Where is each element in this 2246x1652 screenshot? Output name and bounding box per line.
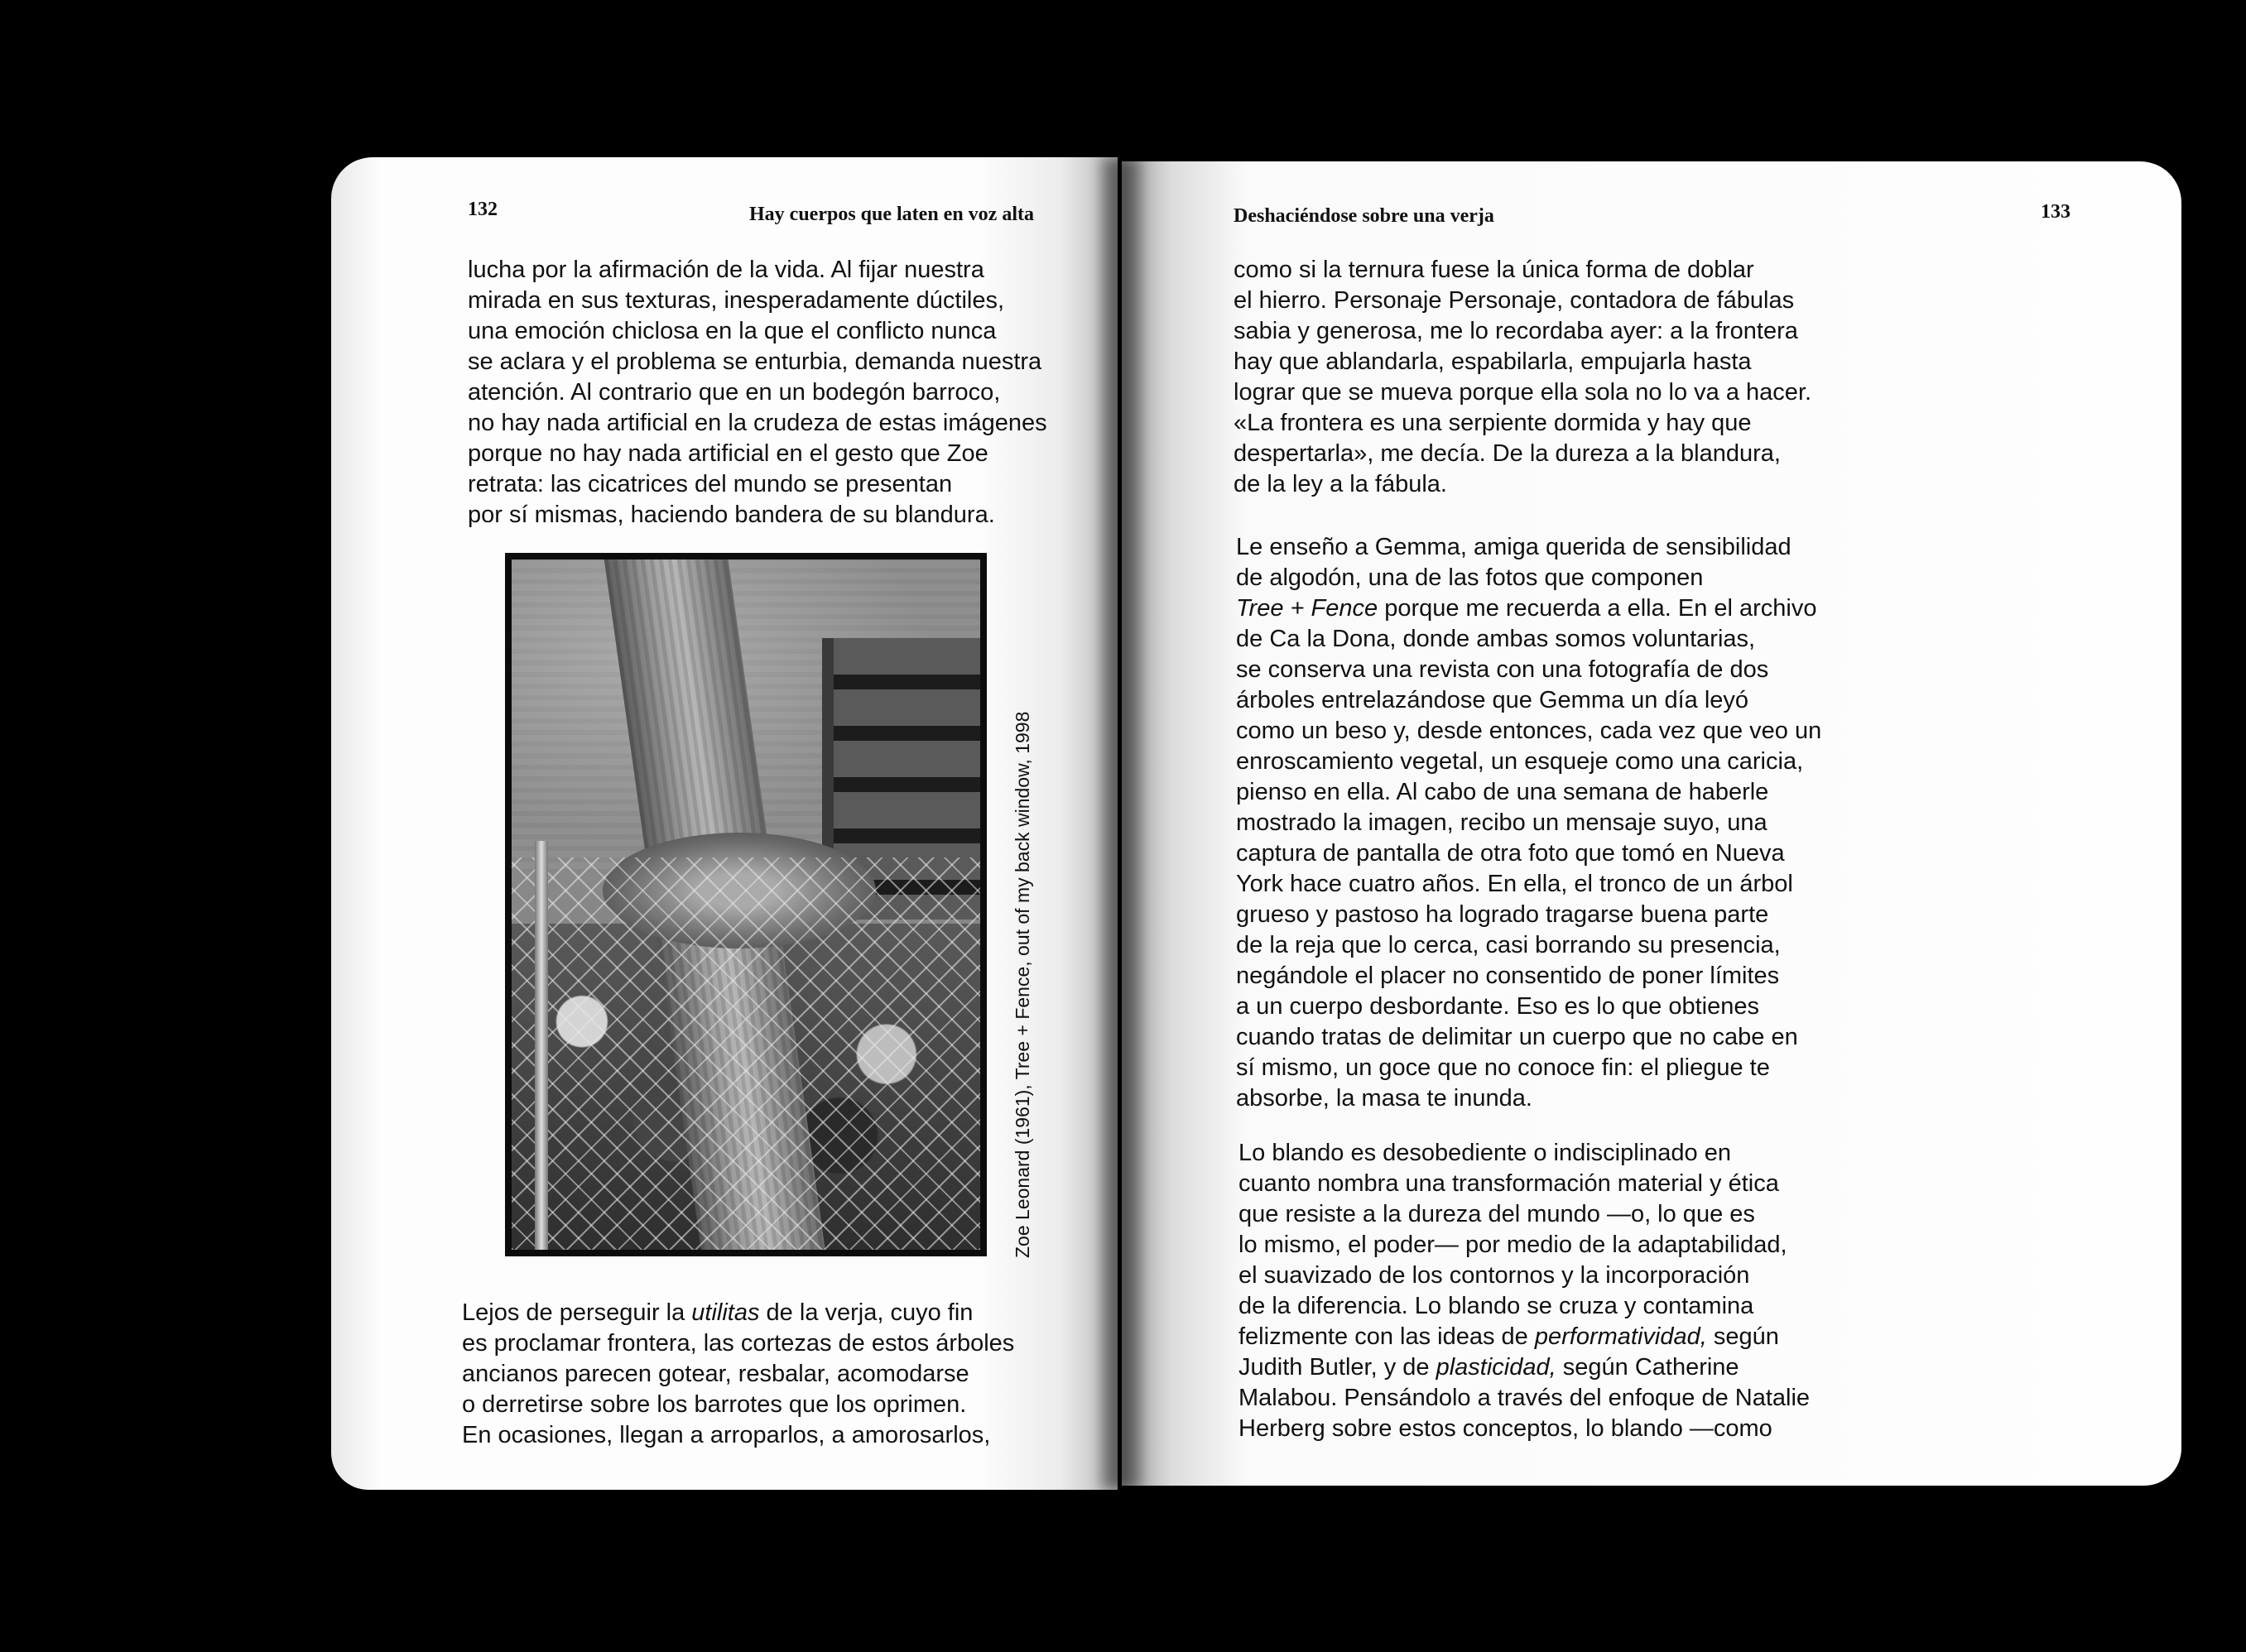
text-line: lucha por la afirmación de la vida. Al fijar nuestra [468, 257, 984, 283]
text-line: captura de pantalla de otra foto que tomó en Nueva [1236, 840, 1785, 867]
text-fragment: felizmente con las ideas de [1238, 1323, 1535, 1350]
text-line: En ocasiones, llegan a arroparlos, a amorosarlos, [462, 1422, 991, 1448]
text-line: grueso y pastoso ha logrado tragarse buena parte [1236, 901, 1769, 928]
text-line: mostrado la imagen, recibo un mensaje suyo, una [1236, 809, 1767, 836]
text-line: de algodón, una de las fotos que componen [1236, 564, 1704, 591]
text-line: el hierro. Personaje Personaje, contadora de fábulas [1234, 287, 1795, 314]
text-line: como si la ternura fuese la única forma de doblar [1234, 257, 1754, 283]
photo-chain-fence [512, 857, 980, 1250]
left-page-number: 132 [468, 199, 498, 220]
right-running-head: Deshaciéndose sobre una verja [1234, 205, 1494, 227]
text-line: una emoción chiclosa en la que el conflicto nunca [468, 318, 997, 344]
text-line: cuanto nombra una transformación material y ética [1238, 1170, 1779, 1197]
text-line: Lo blando es desobediente o indisciplinado en [1238, 1140, 1731, 1166]
right-paragraph-3 [1238, 1138, 1810, 1444]
text-line: mirada en sus texturas, inesperadamente dúctiles, [468, 287, 1005, 314]
left-running-head: Hay cuerpos que laten en voz alta [749, 204, 1034, 225]
photograph-tree-fence [505, 553, 987, 1256]
text-line: es proclamar frontera, las cortezas de estos árboles [462, 1330, 1015, 1357]
text-line: se aclara y el problema se enturbia, demanda nuestra [468, 348, 1042, 375]
emphasis-tree-fence: Tree + Fence [1236, 595, 1378, 622]
text-line: a un cuerpo desbordante. Eso es lo que obtienes [1236, 993, 1760, 1020]
left-page [331, 157, 1118, 1490]
text-fragment: Lejos de perseguir la [462, 1299, 692, 1326]
text-line [462, 1298, 1014, 1328]
text-line: hay que ablandarla, espabilarla, empujarla hasta [1234, 348, 1752, 375]
text-line: el suavizado de los contornos y la incorporación [1238, 1262, 1750, 1289]
text-line: York hace cuatro años. En ella, el tronco de un árbol [1236, 871, 1793, 897]
book-gutter-shadow [1101, 157, 1142, 1490]
text-line: porque no hay nada artificial en el gesto que Zoe [468, 440, 988, 467]
emphasis-performatividad: performatividad, [1534, 1323, 1707, 1350]
text-fragment: Judith Butler, y de [1238, 1354, 1436, 1381]
photo-caption: Zoe Leonard (1961), Tree + Fence, out of my back window, 1998 [1012, 711, 1033, 1258]
text-fragment: según [1706, 1323, 1779, 1350]
text-line: absorbe, la masa te inunda. [1236, 1085, 1532, 1112]
text-line: retrata: las cicatrices del mundo se presentan [468, 471, 953, 497]
text-line: sí mismo, un goce que no conoce fin: el pliegue te [1236, 1054, 1770, 1081]
text-line: o derretirse sobre los barrotes que los oprimen. [462, 1391, 967, 1418]
photo-fence-post [535, 841, 548, 1250]
emphasis-plasticidad: plasticidad, [1436, 1354, 1556, 1381]
text-line: de la ley a la fábula. [1234, 471, 1447, 497]
text-line: despertarla», me decía. De la dureza a la blandura, [1234, 440, 1781, 467]
text-line: pienso en ella. Al cabo de una semana de haberle [1236, 779, 1769, 805]
open-book [331, 157, 2070, 1490]
text-line: no hay nada artificial en la crudeza de estas imágenes [468, 410, 1047, 436]
photo-image [512, 559, 980, 1250]
text-line: que resiste a la dureza del mundo —o, lo que es [1238, 1201, 1755, 1227]
text-line: árboles entrelazándose que Gemma un día leyó [1236, 687, 1749, 713]
left-paragraph-2 [462, 1298, 1014, 1451]
text-fragment: según Catherine [1556, 1354, 1739, 1381]
text-fragment: porque me recuerda a ella. En el archivo [1378, 595, 1817, 622]
text-line: Malabou. Pensándolo a través del enfoque de Natalie [1238, 1385, 1811, 1411]
text-line: «La frontera es una serpiente dormida y hay que [1234, 410, 1752, 436]
text-line: atención. Al contrario que en un bodegón barroco, [468, 379, 1001, 406]
text-line: sabia y generosa, me lo recordaba ayer: a la frontera [1234, 318, 1798, 344]
text-line: como un beso y, desde entonces, cada vez que veo un [1236, 718, 1822, 744]
text-line: ancianos parecen gotear, resbalar, acomodarse [462, 1361, 969, 1387]
text-line: de Ca la Dona, donde ambas somos voluntarias, [1236, 626, 1756, 652]
right-paragraph-2 [1236, 532, 1821, 1114]
text-line: negándole el placer no consentido de poner límites [1236, 963, 1780, 989]
text-line: de la reja que lo cerca, casi borrando su presencia, [1236, 932, 1781, 958]
text-fragment: de la verja, cuyo fin [759, 1299, 974, 1326]
right-page [1122, 161, 2181, 1486]
text-line [1238, 1322, 1810, 1352]
left-paragraph-1 [468, 255, 1047, 531]
text-line: se conserva una revista con una fotografía de dos [1236, 656, 1769, 683]
text-line: cuando tratas de delimitar un cuerpo que no cabe en [1236, 1024, 1798, 1050]
right-paragraph-1 [1234, 255, 1811, 500]
text-line: por sí mismas, haciendo bandera de su blandura. [468, 502, 995, 528]
emphasis-utilitas: utilitas [691, 1299, 760, 1326]
text-line: lo mismo, el poder— por medio de la adaptabilidad, [1238, 1232, 1787, 1258]
right-page-number: 133 [2041, 201, 2070, 223]
text-line: Le enseño a Gemma, amiga querida de sensibilidad [1236, 534, 1792, 560]
text-line [1238, 1352, 1810, 1383]
text-line: lograr que se mueva porque ella sola no lo va a hacer. [1234, 379, 1812, 406]
text-line: de la diferencia. Lo blando se cruza y contamina [1238, 1293, 1754, 1319]
text-line: Herberg sobre estos conceptos, lo blando —como [1238, 1415, 1772, 1442]
text-line: enroscamiento vegetal, un esqueje como una caricia, [1236, 748, 1804, 775]
text-line [1236, 593, 1821, 624]
